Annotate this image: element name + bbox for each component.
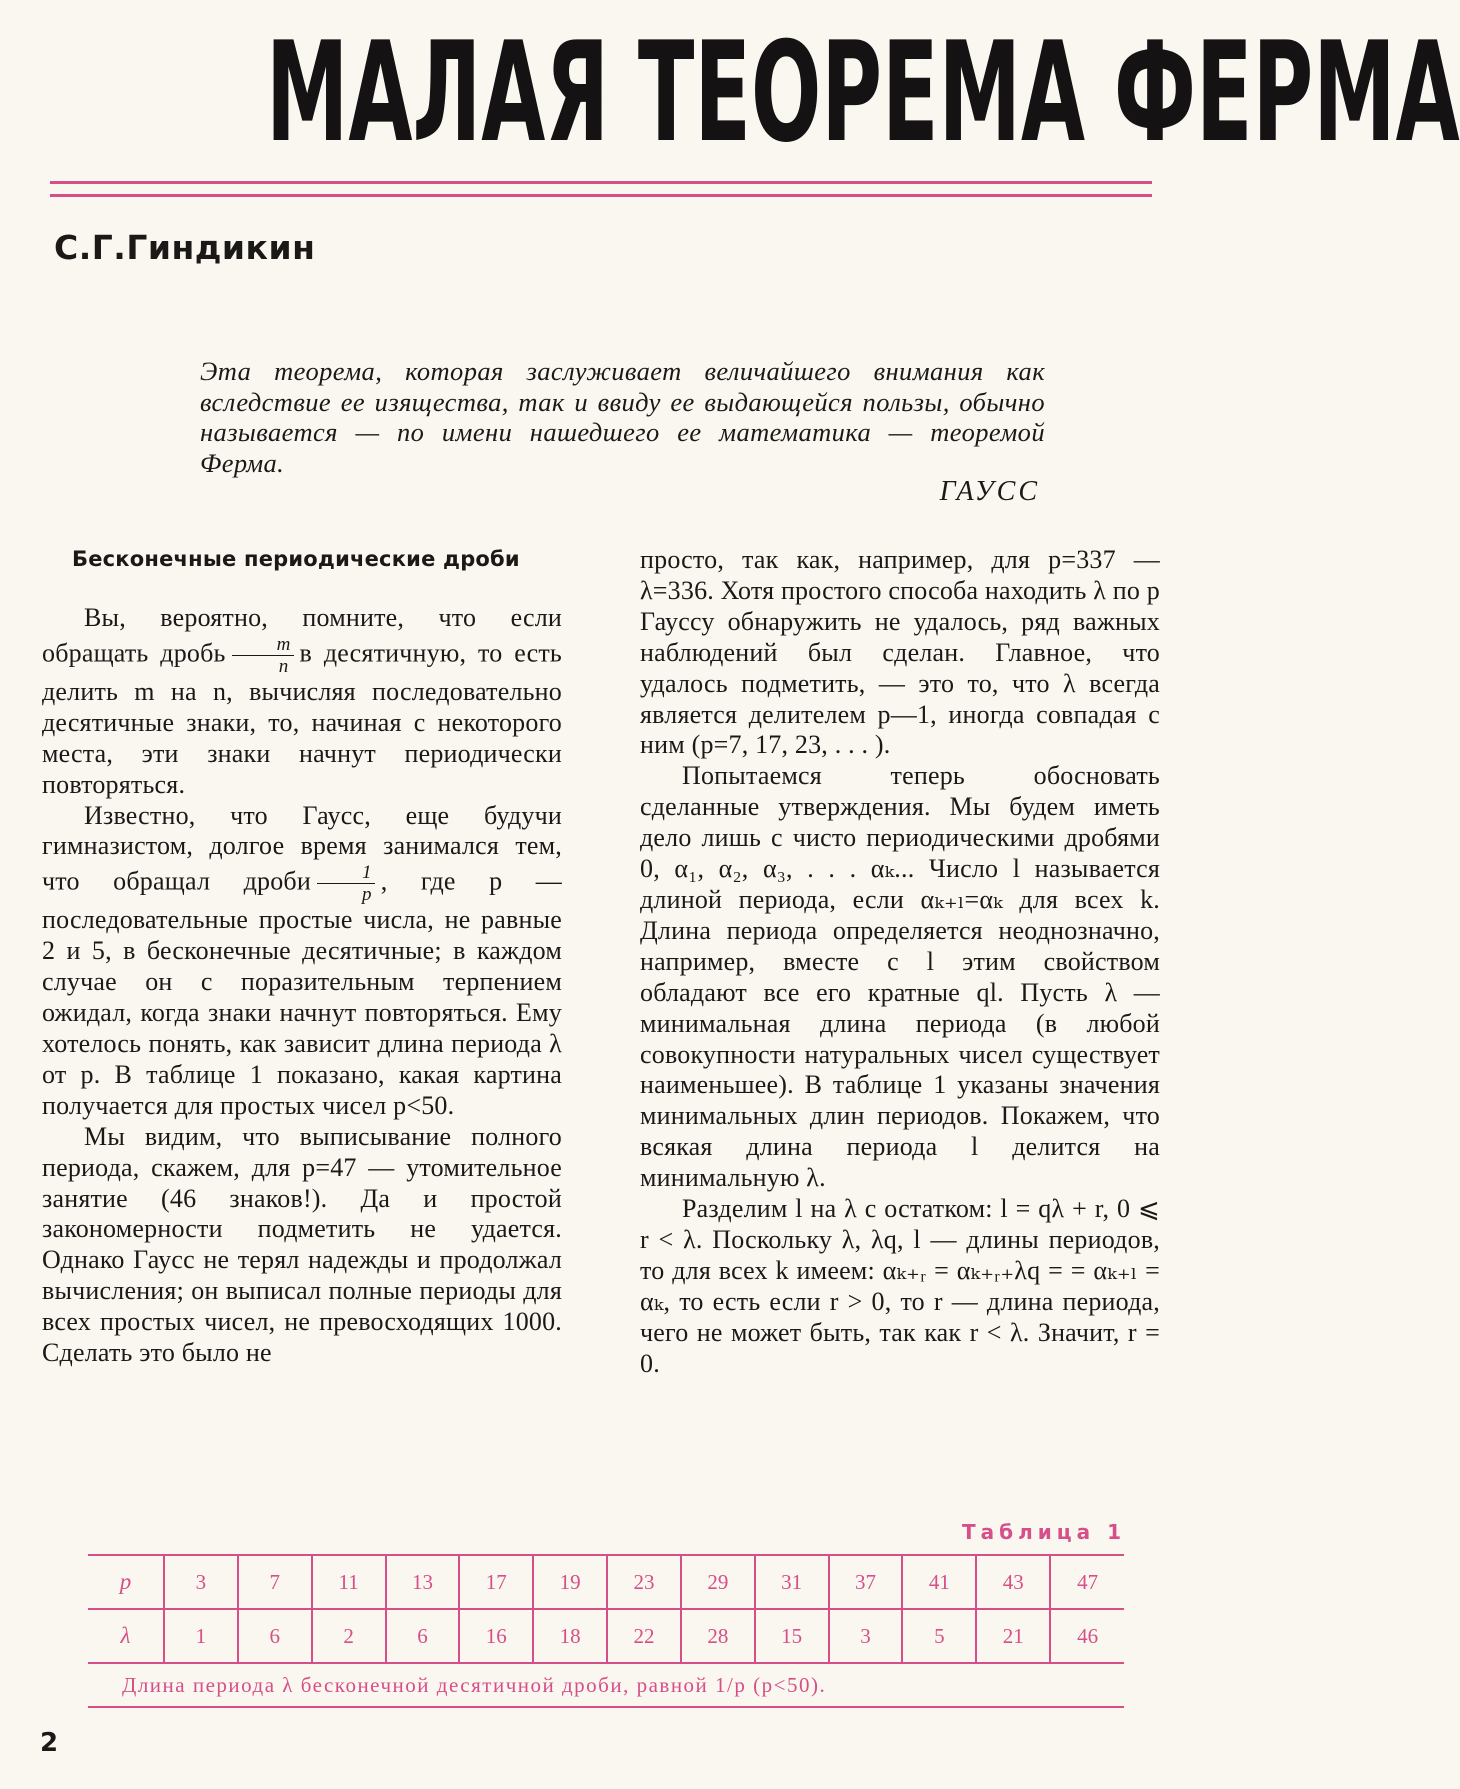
table-cell: 16 <box>459 1609 533 1663</box>
paragraph <box>42 801 562 1122</box>
table-note-rule <box>88 1706 1124 1708</box>
table-row-lambda <box>88 1609 1124 1663</box>
epigraph-text: Эта теорема, которая заслуживает величайшего внимания как вследствие ее изящества, так и ввиду ее выдающейся пользы, обычно называется — по имени нашедшего ее математика — теоремой Ферма. <box>200 356 1045 478</box>
table-cell: 11 <box>312 1555 386 1609</box>
paragraph <box>42 603 562 801</box>
text-span: Известно, что Гаусс, еще будучи гимназистом, долгое время занимался тем, что обращал дроби <box>42 800 562 896</box>
table-cell: 22 <box>607 1609 681 1663</box>
text-span: в десятичную, то есть делить m на n, вычисляя последовательно десятичные знаки, то, начиная с некоторого места, эти знаки начнут периодически повторяться. <box>42 638 562 799</box>
epigraph-author: ГАУСС <box>939 476 1040 507</box>
section-heading: Бесконечные периодические дроби <box>72 547 520 571</box>
paragraph: Мы видим, что выписывание полного периода, скажем, для p=47 — утомительное занятие (46 знаков!). Да и простой закономерности подметить не удается. Однако Гаусс не терял надежды и продолжал вычисления; он выписал полные периоды для всех простых чисел, не превосходящих 1000. Сделать это было не <box>42 1121 562 1368</box>
fraction-numerator: m <box>232 634 294 656</box>
paragraph: Разделим l на λ с остатком: l = qλ + r, 0 ⩽ r < λ. Поскольку λ, λq, l — длины периодов, то для всех k имеем: αₖ₊ᵣ = αₖ₊ᵣ₊λq = = αₖ₊ₗ = αₖ, то есть если r > 0, то r — длина периода, чего не может быть, так как r < λ. Значит, r = 0. <box>640 1194 1160 1378</box>
fraction-one-over-p <box>317 862 375 905</box>
page-number: 2 <box>40 1728 59 1758</box>
table-cell: 6 <box>238 1609 312 1663</box>
fraction-numerator: 1 <box>317 862 375 884</box>
table-cell: 15 <box>755 1609 829 1663</box>
table-cell: 3 <box>164 1555 238 1609</box>
table-cell: 41 <box>902 1555 976 1609</box>
table-cell: 13 <box>386 1555 460 1609</box>
paragraph: Попытаемся теперь обосновать сделанные утверждения. Мы будем иметь дело лишь с чисто периодическими дробями 0, α₁, α₂, α₃, . . . αₖ... Число l называется длиной периода, если αₖ₊ₗ=αₖ для всех k. Длина периода определяется неоднозначно, например, вместе с l этим свойством обладают все его кратные ql. Пусть λ — минимальная длина периода (в любой совокупности натуральных чисел существует наименьшее). В таблице 1 указаны значения минимальных длин периодов. Покажем, что всякая длина периода l делится на минимальную λ. <box>640 761 1160 1193</box>
table-cell: 47 <box>1050 1555 1124 1609</box>
row-label-lambda: λ <box>88 1609 164 1663</box>
table-cell: 23 <box>607 1555 681 1609</box>
paragraph: просто, так как, например, для p=337 — λ=336. Хотя простого способа находить λ по p Гауссу обнаружить не удалось, ряд важных наблюдений был сделан. Главное, что удалось подметить, — это то, что λ всегда является делителем p—1, иногда совпадая с ним (p=7, 17, 23, . . . ). <box>640 545 1160 760</box>
title-rule-bottom <box>50 194 1152 197</box>
left-column <box>42 545 562 1369</box>
fraction-denominator: n <box>278 655 289 677</box>
text-span: , где p — последовательные простые числа, не равные 2 и 5, в бесконечные десятичные; в каждом случае он с поразительным терпением ожидал, когда знаки начнут повторяться. Ему хотелось понять, как зависит длина периода λ от p. В таблице 1 показано, какая картина получается для простых чисел p<50. <box>42 866 562 1120</box>
table-cell: 17 <box>459 1555 533 1609</box>
table-cell: 21 <box>976 1609 1050 1663</box>
table-cell: 31 <box>755 1555 829 1609</box>
table-cell: 37 <box>829 1555 903 1609</box>
table-note: Длина периода λ бесконечной десятичной дроби, равной 1/p (p<50). <box>122 1673 827 1697</box>
table-cell: 18 <box>533 1609 607 1663</box>
article-title: МАЛАЯ ТЕОРЕМА ФЕРМА <box>266 12 1460 173</box>
table-cell: 7 <box>238 1555 312 1609</box>
table-cell: 2 <box>312 1609 386 1663</box>
table-cell: 43 <box>976 1555 1050 1609</box>
table-cell: 6 <box>386 1609 460 1663</box>
table-cell: 1 <box>164 1609 238 1663</box>
period-length-table <box>88 1554 1124 1664</box>
title-rule-top <box>50 181 1152 184</box>
table-cell: 28 <box>681 1609 755 1663</box>
table-cell: 29 <box>681 1555 755 1609</box>
table-cell: 3 <box>829 1609 903 1663</box>
table-cell: 46 <box>1050 1609 1124 1663</box>
table-caption: Таблица 1 <box>962 1520 1126 1544</box>
right-column <box>640 545 1160 1379</box>
fraction-denominator: p <box>361 884 372 906</box>
table-cell: 5 <box>902 1609 976 1663</box>
table-row-p <box>88 1555 1124 1609</box>
text-span: Вы, вероятно, помните, что если обращать дробь <box>42 603 562 668</box>
row-label-p: p <box>88 1555 164 1609</box>
table-cell: 19 <box>533 1555 607 1609</box>
author-name: С.Г.Гиндикин <box>54 228 316 267</box>
fraction-m-over-n <box>232 634 294 677</box>
